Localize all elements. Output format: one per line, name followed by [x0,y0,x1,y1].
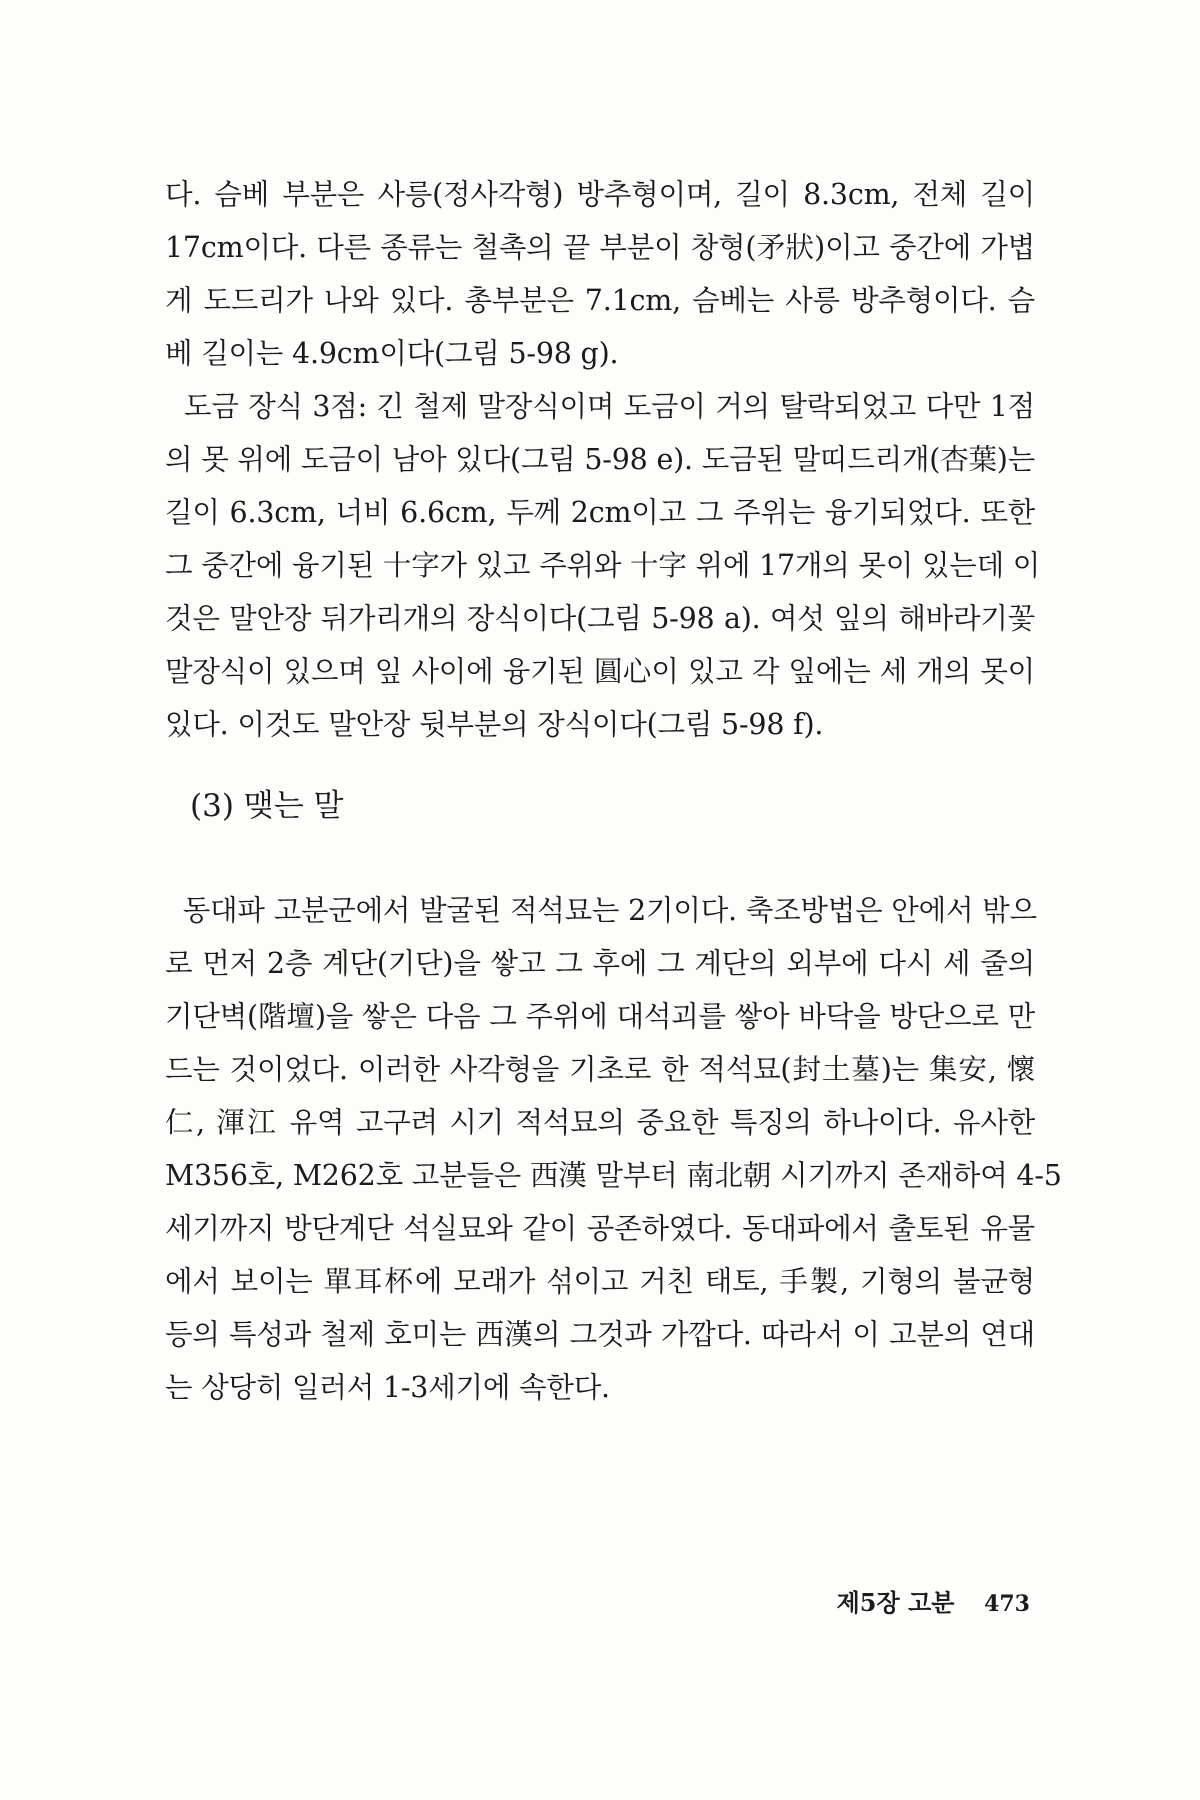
paragraph-gilt-ornament [165,380,1041,751]
body-text-conclusion [165,884,1062,1414]
text-line: 게 도드리가 나와 있다. 총부분은 7.1cm, 슴베는 사릉 방추형이다. 슴 [165,284,1035,317]
text-line: 그 중간에 융기된 十字가 있고 주위와 十字 위에 17개의 못이 있는데 이 [165,549,1041,582]
text-line: 17cm이다. 다른 종류는 철촉의 끝 부분이 창형(矛狀)이고 중간에 가볍 [165,231,1035,264]
page-number: 473 [984,1591,1030,1617]
text-line: M356호, M262호 고분들은 西漢 말부터 南北朝 시기까지 존재하여 4-5 [165,1159,1062,1192]
text-line: 드는 것이었다. 이러한 사각형을 기초로 한 적석묘(封土墓)는 集安, 懷 [165,1053,1035,1086]
body-text-top [165,168,1041,751]
text-line: 동대파 고분군에서 발굴된 적석묘는 2기이다. 축조방법은 안에서 밖으 [165,894,1037,927]
text-line: 세기까지 방단계단 석실묘와 같이 공존하였다. 동대파에서 출토된 유물 [165,1212,1035,1245]
text-line: 베 길이는 4.9cm이다(그림 5-98 g). [165,337,619,370]
text-line: 도금 장식 3점: 긴 철제 말장식이며 도금이 거의 탈락되었고 다만 1점 [165,390,1035,423]
text-line: 仁, 渾江 유역 고구려 시기 적석묘의 중요한 특징의 하나이다. 유사한 [165,1106,1035,1139]
text-line: 에서 보이는 單耳杯에 모래가 섞이고 거친 태토, 手製, 기형의 불균형 [165,1265,1035,1298]
text-line: 기단벽(階壇)을 쌓은 다음 그 주위에 대석괴를 쌓아 바닥을 방단으로 만 [165,1000,1035,1033]
text-line: 로 먼저 2층 계단(기단)을 쌓고 그 후에 그 계단의 외부에 다시 세 줄의 [165,947,1035,980]
text-line: 의 못 위에 도금이 남아 있다(그림 5-98 e). 도금된 말띠드리개(杏葉)는 [165,443,1036,476]
text-line: 는 상당히 일러서 1-3세기에 속한다. [165,1371,610,1404]
text-line: 길이 6.3cm, 너비 6.6cm, 두께 2cm이고 그 주위는 융기되었다. 또한 [165,496,1035,529]
paragraph-arrowhead [165,168,1035,380]
text-line: 다. 슴베 부분은 사릉(정사각형) 방추형이며, 길이 8.3cm, 전체 길이 [165,178,1035,211]
chapter-label: 제5장 고분 [836,1588,955,1617]
text-line: 있다. 이것도 말안장 뒷부분의 장식이다(그림 5-98 f). [165,708,824,741]
text-line: 것은 말안장 뒤가리개의 장식이다(그림 5-98 a). 여섯 잎의 해바라기꽃 [165,602,1035,635]
text-line: 등의 특성과 철제 호미는 西漢의 그것과 가깝다. 따라서 이 고분의 연대 [165,1318,1035,1351]
text-line: 말장식이 있으며 잎 사이에 융기된 圓心이 있고 각 잎에는 세 개의 못이 [165,655,1035,688]
section-heading: (3) 맺는 말 [190,788,344,824]
page-footer [837,1588,1030,1619]
paragraph-conclusion [165,884,1062,1414]
